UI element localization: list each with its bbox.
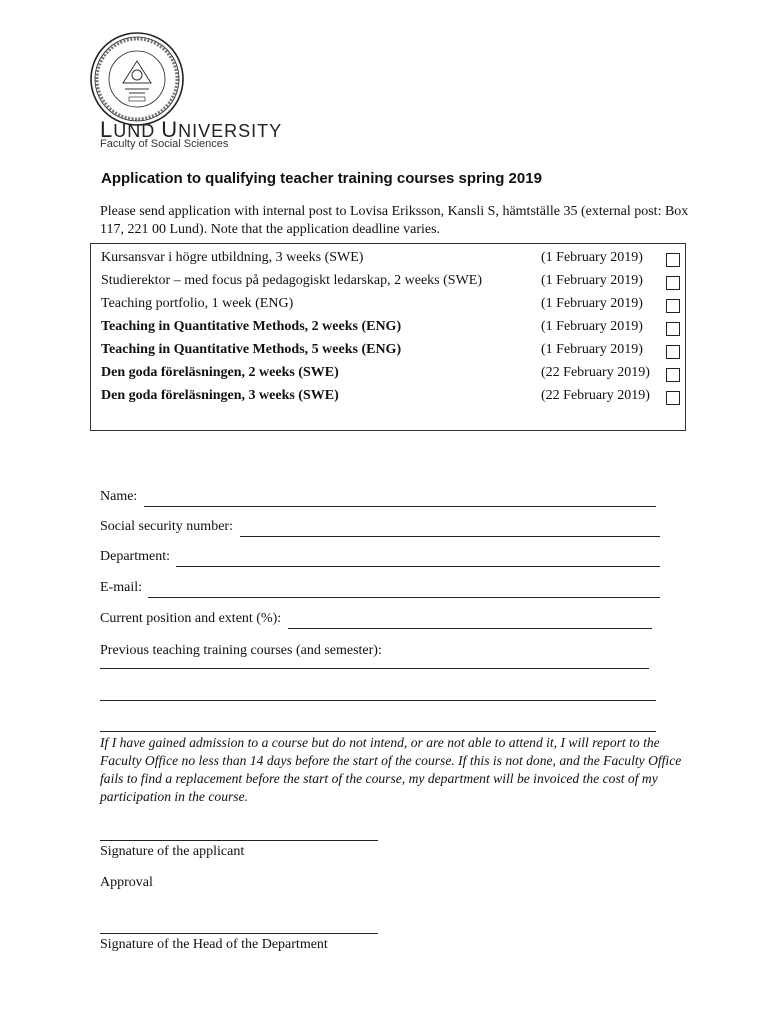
previous-courses-label: Previous teaching training courses (and semester):	[100, 643, 382, 658]
course-name: Teaching in Quantitative Methods, 5 weeks (ENG)	[101, 342, 402, 357]
name-line[interactable]	[144, 506, 656, 507]
email-line[interactable]	[148, 597, 660, 598]
course-deadline: (1 February 2019)	[541, 319, 643, 334]
course-name: Kursansvar i högre utbildning, 3 weeks (SWE)	[101, 250, 364, 265]
course-row	[101, 296, 677, 316]
previous-courses-line-1[interactable]	[100, 668, 649, 669]
course-deadline: (1 February 2019)	[541, 250, 643, 265]
course-checkbox[interactable]	[666, 345, 680, 359]
course-name: Studierektor – med focus på pedagogiskt ledarskap, 2 weeks (SWE)	[101, 273, 483, 288]
applicant-signature-label: Signature of the applicant	[100, 844, 245, 859]
name-label: Name:	[100, 489, 138, 504]
course-deadline: (1 February 2019)	[541, 296, 643, 311]
course-name: Den goda föreläsningen, 3 weeks (SWE)	[101, 388, 339, 403]
university-name: LUND UNIVERSITY	[100, 117, 283, 142]
course-row	[101, 273, 677, 293]
position-label: Current position and extent (%):	[100, 611, 282, 626]
course-checkbox[interactable]	[666, 368, 680, 382]
previous-courses-line-2[interactable]	[100, 700, 656, 701]
university-seal-logo	[89, 31, 185, 127]
course-checkbox[interactable]	[666, 276, 680, 290]
form-title: Application to qualifying teacher training courses spring 2019	[101, 170, 542, 187]
course-checkbox[interactable]	[666, 322, 680, 336]
course-deadline: (22 February 2019)	[541, 388, 650, 403]
position-field[interactable]	[100, 611, 652, 631]
course-deadline: (1 February 2019)	[541, 273, 643, 288]
ssn-label: Social security number:	[100, 519, 233, 534]
course-row	[101, 365, 677, 385]
previous-courses-line-3[interactable]	[100, 731, 656, 732]
department-label: Department:	[100, 549, 170, 564]
course-checkbox[interactable]	[666, 391, 680, 405]
course-checkbox[interactable]	[666, 299, 680, 313]
course-checkbox[interactable]	[666, 253, 680, 267]
department-line[interactable]	[176, 566, 660, 567]
ssn-field[interactable]	[100, 519, 660, 539]
course-row	[101, 388, 677, 408]
course-name: Teaching in Quantitative Methods, 2 weeks (ENG)	[101, 319, 402, 334]
head-signature-label: Signature of the Head of the Department	[100, 937, 328, 952]
course-deadline: (1 February 2019)	[541, 342, 643, 357]
course-name: Teaching portfolio, 1 week (ENG)	[101, 296, 294, 311]
applicant-signature-line[interactable]	[100, 840, 378, 841]
previous-courses-label-row	[100, 643, 660, 663]
course-row	[101, 342, 677, 362]
email-label: E-mail:	[100, 580, 142, 595]
email-field[interactable]	[100, 580, 660, 600]
course-name: Den goda föreläsningen, 2 weeks (SWE)	[101, 365, 339, 380]
approval-label: Approval	[100, 875, 153, 890]
course-deadline: (22 February 2019)	[541, 365, 650, 380]
faculty-name: Faculty of Social Sciences	[100, 138, 229, 150]
department-field[interactable]	[100, 549, 660, 569]
disclaimer-text: If I have gained admission to a course but do not intend, or are not able to attend it, I will report to the Faculty Office no less than 14 days before the start of the course. If this is not done, and the Faculty Office fails to find a replacement before the start of the course, my department will be invoiced the cost of my participation in the course.	[100, 735, 682, 804]
ssn-line[interactable]	[240, 536, 660, 537]
course-row	[101, 319, 677, 339]
position-line[interactable]	[288, 628, 652, 629]
name-field[interactable]	[100, 489, 656, 509]
form-intro: Please send application with internal post to Lovisa Eriksson, Kansli S, hämtställe 35 (external post: Box 117, 221 00 Lund). Note that the application deadline varies.	[100, 204, 689, 237]
course-list	[90, 243, 686, 431]
head-signature-line[interactable]	[100, 933, 378, 934]
course-row	[101, 250, 677, 270]
